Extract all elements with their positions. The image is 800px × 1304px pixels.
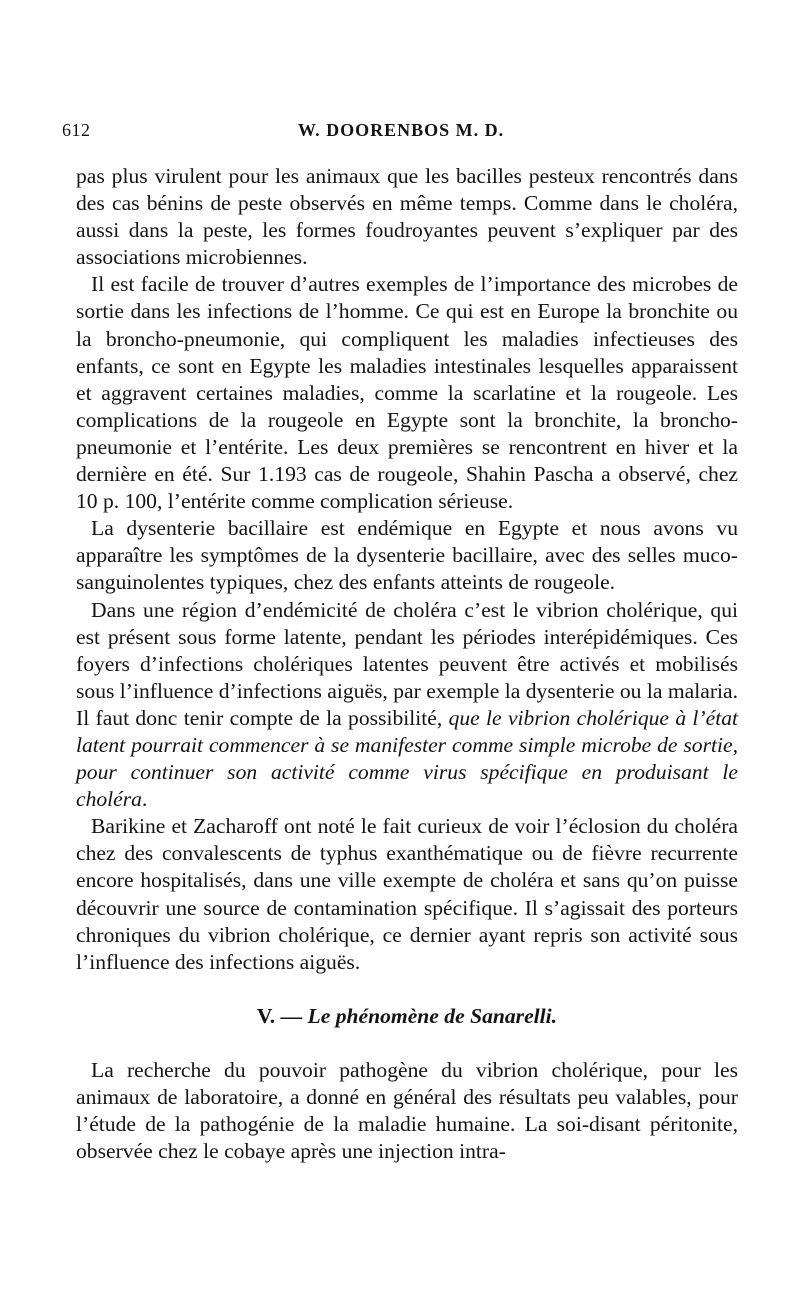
section-heading [76,976,738,1057]
italic-emphasis: que le vibrion cholérique à l’état latent pourrait commencer à se manifester comme simple microbe de sortie, pour continuer son activité comme virus spécifique en produisant le choléra [76,705,739,812]
paragraph-continuation: pas plus virulent pour les animaux que les bacilles pesteux rencontrés dans des cas bénins de peste observés en même temps. Comme dans le choléra, aussi dans la peste, les formes foudroyantes peuvent s’expliquer par des associations microbiennes. [76,164,738,270]
page-number: 612 [62,120,91,140]
paragraph-pathogenic-power: La recherche du pouvoir pathogène du vibrion cholérique, pour les animaux de laboratoire, a donné en général des résultats peu valables, pour l’étude de la pathogénie de la maladie humaine. La soi-disant péritonite, observée chez le cobaye après une injection intra- [76,1057,738,1164]
section-numeral: V. [256,1003,276,1028]
paragraph-text: Dans une région d’endémicité de choléra c’est le vibrion cholérique, qui est présent sous forme latente, pendant les périodes interépidémiques. Ces foyers d’infections cholériques latentes peuvent être activés et mobilisés sous l’influence d’infections aiguës, par exemple la dysenterie ou la malaria. Il faut donc tenir compte de la possibilité, [76,597,738,730]
paragraph-barikine: Barikine et Zacharoff ont noté le fait curieux de voir l’éclosion du choléra chez des convalescents de typhus exanthématique ou de fièvre recurrente encore hospitalisés, dans une ville exempte de choléra et sans qu’on puisse découvrir une source de contamination spécifique. Il s’agissait des porteurs chroniques du vibrion cholérique, ce dernier ayant repris son activité sous l’influence des infections aiguës. [76,814,738,974]
section-title: Le phénomène de Sanarelli. [307,1003,558,1028]
body-text [76,163,738,1165]
paragraph-dysentery: La dysenterie bacillaire est endémique en Egypte et nous avons vu apparaître les symptômes de la dysenterie bacillaire, avec des selles muco-sanguinolentes typiques, chez des enfants atteints de rougeole. [76,516,738,595]
paragraph-cholera-endemic [76,597,738,814]
section-dash: — [280,1003,303,1028]
running-head: W. DOORENBOS M. D. [297,120,505,140]
paragraph-text-end: . [141,787,148,812]
page-header [62,120,740,146]
paragraph-exit-microbes: Il est facile de trouver d’autres exemples de l’importance des microbes de sortie dans les infections de l’homme. Ce qui est en Europe la bronchite ou la broncho-pneumonie, qui compliquent les maladies infectieuses des enfants, ce sont en Egypte les maladies intestinales lesquelles apparaissent et aggravent certaines maladies, comme la scarlatine et la rougeole. Les complications de la rougeole en Egypte sont la bronchite, la broncho-pneumonie et l’entérite. Les deux premières se rencontrent en hiver et la dernière en été. Sur 1.193 cas de rougeole, Shahin Pascha a observé, chez 10 p. 100, l’entérite comme complication sérieuse. [76,272,738,514]
